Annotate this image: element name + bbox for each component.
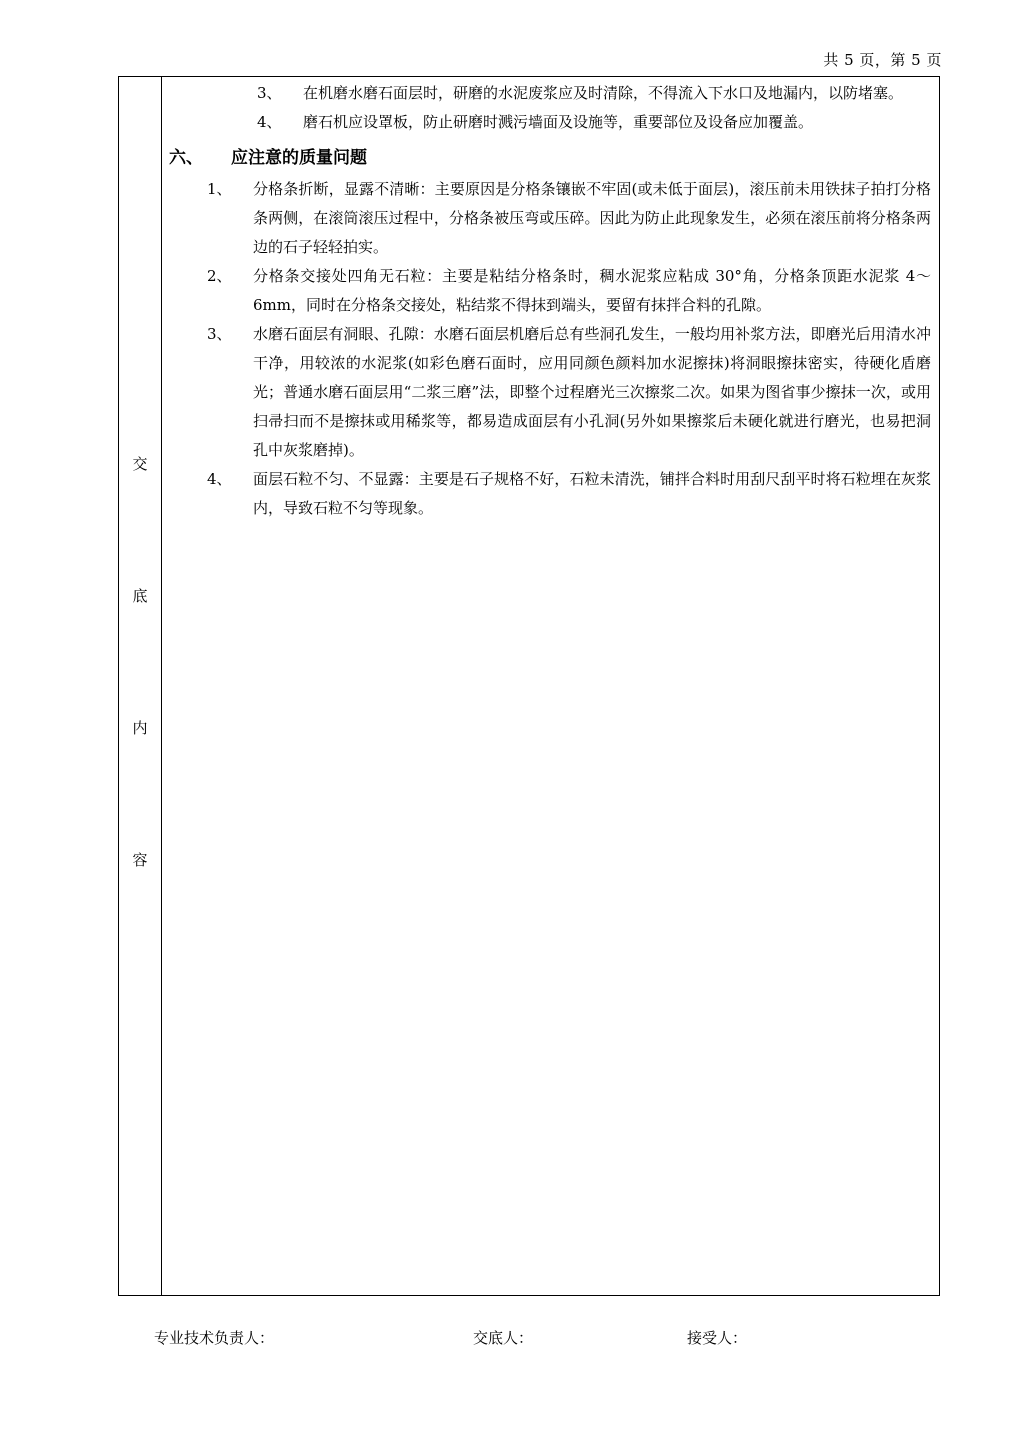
item-text: 在机磨水磨石面层时，研磨的水泥废浆应及时清除，不得流入下水口及地漏内，以防堵塞。 (303, 84, 904, 102)
list-item (169, 465, 931, 523)
column-divider (161, 77, 162, 1295)
disclosure-content (169, 79, 931, 523)
item-text: 分格条交接处四角无石粒：主要是粘结分格条时，稠水泥浆应粘成 30°角，分格条顶距水泥浆 4～6mm，同时在分格条交接处，粘结浆不得抹到端头，要留有抹拌合料的孔隙。 (253, 267, 931, 314)
side-label-char-3: 内 (132, 719, 148, 737)
side-label-char-2: 底 (132, 587, 148, 605)
receiver-signature-label: 接受人： (687, 1329, 748, 1347)
item-text: 水磨石面层有洞眼、孔隙：水磨石面层机磨后总有些洞孔发生，一般均用补浆方法，即磨光后用清水冲干净，用较浓的水泥浆(如彩色磨石面时，应用同颜色颜料加水泥擦抹)将洞眼擦抹密实，待硬化盾磨光；普通水磨石面层用“二浆三磨”法，即整个过程磨光三次擦浆二次。如果为图省事少擦抹一次，或用扫帚扫而不是擦抹或用稀浆等，都易造成面层有小孔洞(另外如果擦浆后未硬化就进行磨光，也易把洞孔中灰浆磨掉)。 (253, 325, 931, 459)
disclosure-table (118, 76, 940, 1296)
section-title: 应注意的质量问题 (231, 148, 367, 168)
side-label-char-4: 容 (132, 851, 148, 869)
item-number: 3、 (257, 84, 282, 102)
item-text: 磨石机应设罩板，防止研磨时溅污墙面及设施等，重要部位及设备应加覆盖。 (303, 113, 814, 131)
item-text: 分格条折断，显露不清晰：主要原因是分格条镶嵌不牢固(或未低于面层)，滚压前未用铁抹子拍打分格条两侧，在滚筒滚压过程中，分格条被压弯或压碎。因此为防止此现象发生，必须在滚压前将分格条两边的石子轻轻拍实。 (253, 180, 931, 256)
list-item (169, 79, 931, 108)
side-label-char-1: 交 (132, 455, 148, 473)
list-item (169, 108, 931, 137)
tech-lead-signature-label: 专业技术负责人： (154, 1329, 275, 1347)
item-number: 2、 (207, 267, 232, 285)
item-number: 1、 (207, 180, 232, 198)
list-item (169, 320, 931, 465)
item-number: 4、 (257, 113, 282, 131)
page-info: 共 5 页，第 5 页 (823, 51, 942, 69)
item-number: 3、 (207, 325, 232, 343)
list-item (169, 175, 931, 262)
discloser-signature-label: 交底人： (473, 1329, 534, 1347)
list-item (169, 262, 931, 320)
item-text: 面层石粒不匀、不显露：主要是石子规格不好，石粒未清洗，铺拌合料时用刮尺刮平时将石粒埋在灰浆内，导致石粒不匀等现象。 (253, 470, 931, 517)
item-number: 4、 (207, 470, 232, 488)
section-heading (169, 143, 931, 173)
section-number: 六、 (169, 148, 203, 168)
